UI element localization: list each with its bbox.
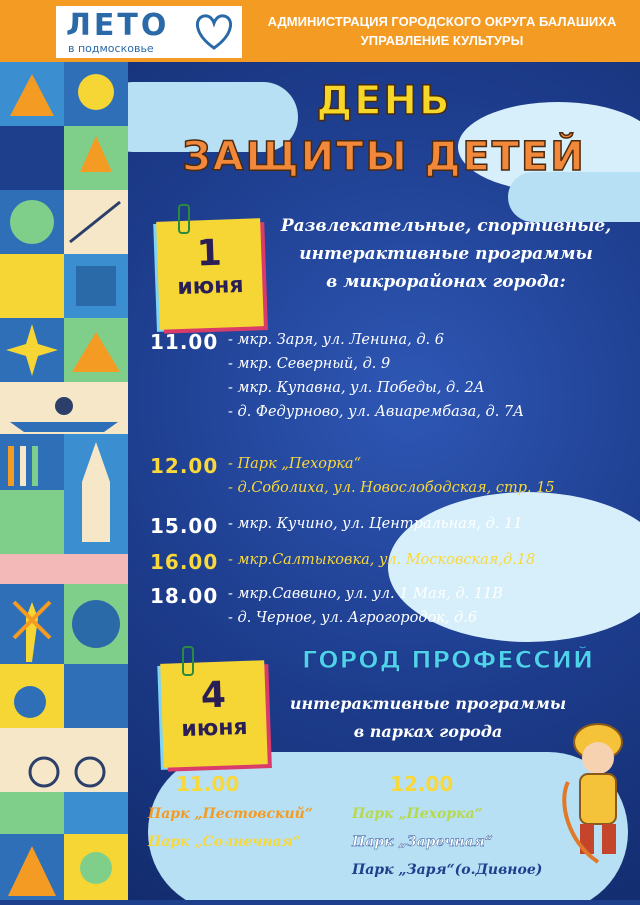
date-day-1: 1: [196, 232, 223, 275]
admin-line-2: УПРАВЛЕНИЕ КУЛЬТУРЫ: [360, 33, 524, 48]
park-time-b: 12.00: [390, 772, 454, 796]
professions-subtitle: [278, 690, 578, 746]
address-line: - д. Черное, ул. Агрогородок, д.6: [228, 610, 478, 626]
intro-line-2: интерактивные программы: [299, 244, 593, 264]
firefighter-illustration: [558, 712, 638, 872]
professions-sub-1: интерактивные программы: [289, 694, 567, 713]
address-line: - мкр.Саввино, ул. ул. 1 Мая, д. 11В: [228, 586, 503, 602]
date-note-1: [156, 218, 264, 330]
pattern-illustration: [0, 62, 128, 900]
logo: [56, 6, 242, 58]
time-1200: 12.00: [150, 454, 219, 478]
date-month-2: июня: [181, 714, 248, 743]
intro-line-1: Развлекательные, спортивные,: [280, 216, 612, 236]
address-line: - д.Соболиха, ул. Новослободская, стр. 15: [228, 480, 555, 496]
address-line: - д. Федурново, ул. Авиарембаза, д. 7А: [228, 404, 525, 420]
professions-title: ГОРОД ПРОФЕССИЙ: [301, 646, 595, 674]
decorative-strip: [0, 62, 128, 900]
paperclip-icon: [182, 646, 194, 676]
time-1800: 18.00: [150, 584, 219, 608]
header-bar: [0, 0, 640, 62]
park-time-a: 11.00: [176, 772, 240, 796]
park-item: Парк „Пехорка“: [352, 806, 483, 822]
address-line: - мкр. Заря, ул. Ленина, д. 6: [228, 332, 444, 348]
intro-text: [276, 212, 616, 296]
time-1500: 15.00: [150, 514, 219, 538]
park-item: Парк „Солнечная“: [148, 834, 301, 850]
park-item: Парк „Пестовский“: [148, 806, 313, 822]
address-line: - мкр. Купавна, ул. Победы, д. 2А: [228, 380, 485, 396]
title-line-1: ДЕНЬ: [316, 78, 452, 124]
address-line: - мкр. Северный, д. 9: [228, 356, 391, 372]
intro-line-3: в микрорайонах города:: [326, 272, 566, 292]
address-line: - мкр. Кучино, ул. Центральная, д. 11: [228, 516, 523, 532]
paperclip-icon: [178, 204, 190, 234]
date-note-2: [160, 660, 268, 768]
professions-sub-2: в парках города: [353, 722, 503, 741]
address-line: - Парк „Пехорка“: [228, 456, 361, 472]
date-month-1: июня: [176, 272, 244, 301]
admin-line-1: АДМИНИСТРАЦИЯ ГОРОДСКОГО ОКРУГА БАЛАШИХА: [267, 14, 617, 29]
logo-sub-text: в подмосковье: [68, 42, 154, 55]
logo-main-text: ЛЕТО: [66, 8, 170, 43]
heart-icon: [192, 12, 236, 52]
address-line: - мкр.Салтыковка, ул. Московская,д.18: [228, 552, 536, 568]
poster-main: [128, 62, 640, 900]
park-item: Парк „Заречная“: [352, 834, 493, 850]
time-1100: 11.00: [150, 330, 219, 354]
time-1600: 16.00: [150, 550, 219, 574]
title-line-2: ЗАЩИТЫ ДЕТЕЙ: [182, 134, 586, 180]
admin-title: [252, 12, 632, 50]
date-day-2: 4: [200, 674, 227, 717]
park-item: Парк „Заря“(о.Дивное): [352, 862, 543, 878]
